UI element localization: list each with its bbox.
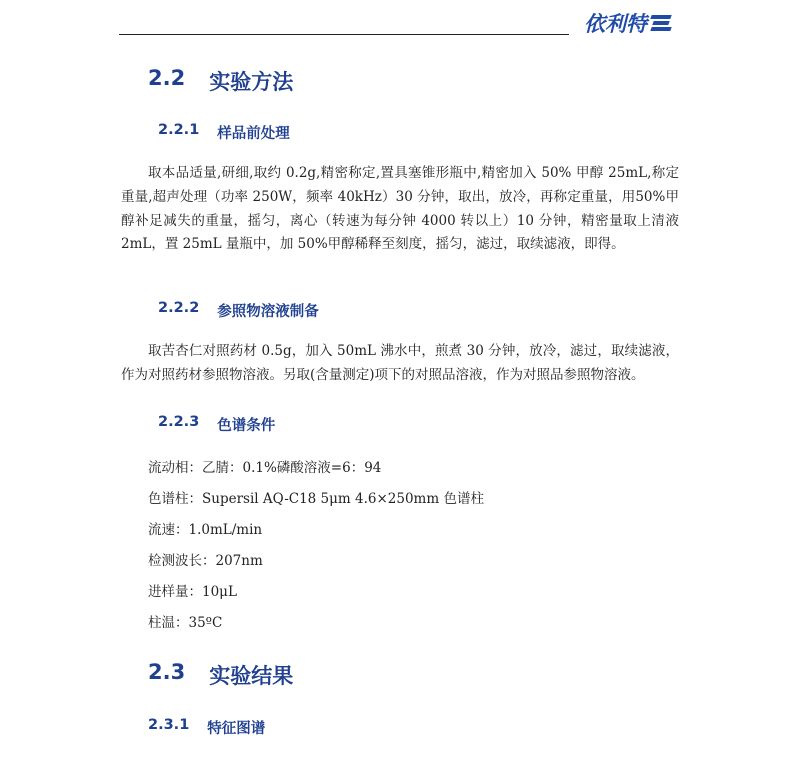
subsection-title: 色谱条件 — [217, 418, 276, 434]
condition-injection-volume: 进样量：10μL — [148, 584, 237, 600]
condition-flow-rate: 流速：1.0mL/min — [148, 522, 263, 538]
subsection-number: 2.2.2 — [158, 300, 200, 316]
condition-column-temperature: 柱温：35ºC — [148, 615, 223, 631]
condition-mobile-phase: 流动相：乙腈：0.1%磷酸溶液=6：94 — [148, 460, 382, 476]
subsection-heading-2-2-1 — [158, 122, 290, 143]
logo-text: 依利特 — [584, 12, 647, 36]
subsection-number: 2.2.1 — [158, 122, 200, 138]
section-title: 实验方法 — [209, 70, 294, 94]
section-heading-2-3 — [148, 660, 293, 690]
section-number: 2.2 — [148, 66, 186, 90]
section-number: 2.3 — [148, 660, 186, 684]
reference-solution-paragraph: 取苦杏仁对照药材 0.5g，加入 50mL 沸水中，煎煮 30 分钟，放冷，滤过，取续滤液，作为对照药材参照物溶液。另取(含量测定)项下的对照品溶液，作为对照品参照物溶液。 — [121, 343, 679, 383]
subsection-heading-2-3-1 — [148, 717, 265, 738]
subsection-title: 样品前处理 — [217, 126, 290, 142]
subsection-title: 特征图谱 — [207, 721, 266, 737]
subsection-number: 2.3.1 — [148, 717, 190, 733]
subsection-heading-2-2-2 — [158, 300, 319, 321]
condition-column: 色谱柱：Supersil AQ-C18 5μm 4.6×250mm 色谱柱 — [148, 491, 484, 507]
section-title: 实验结果 — [209, 664, 294, 688]
section-heading-2-2 — [148, 66, 293, 96]
sample-prep-paragraph: 取本品适量,研细,取约 0.2g,精密称定,置具塞锥形瓶中,精密加入 50% 甲醇 25mL,称定重量,超声处理（功率 250W，频率 40kHz）30 分钟，取出，放冷，再称定重量，用50%甲醇补足减失的重量，摇匀，离心（转速为每分钟 4000 转以上）10 分钟，精密量取上清液 2mL，置 25mL 量瓶中，加 50%甲醇稀释至刻度，摇匀，滤过，取续滤液，即得。 — [121, 165, 679, 253]
subsection-heading-2-2-3 — [158, 414, 275, 435]
condition-wavelength: 检测波长：207nm — [148, 553, 263, 569]
brand-logo — [584, 8, 671, 38]
header-rule — [119, 34, 569, 35]
logo-stripes-icon — [651, 15, 671, 31]
subsection-title: 参照物溶液制备 — [217, 304, 319, 320]
subsection-number: 2.2.3 — [158, 414, 200, 430]
